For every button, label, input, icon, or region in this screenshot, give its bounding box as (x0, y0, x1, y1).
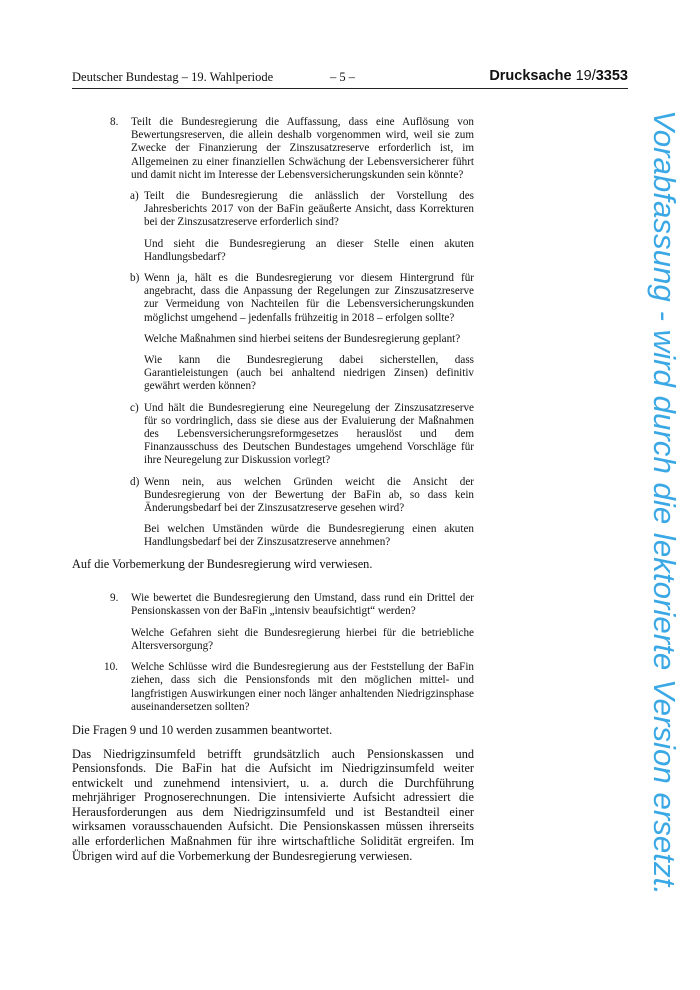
question-text: Teilt die Bundesregierung die Auffassung, dass eine Auflösung von Bewertungsreserven, die allein deshalb vorgenommen wird, weil sie zum Zwecke der Finanzierung der Zinszusatzreserve erforderlich ist, im Allgemeinen zu einer finanziellen Schwächung der Lebensversicherer führt und damit nicht im Interesse der Lebensversicherungskunden sein könnte? (131, 116, 474, 181)
question-8b (72, 272, 474, 325)
question-number: 8. (110, 116, 119, 128)
subquestion-label: a) (130, 190, 139, 203)
question-8d (72, 476, 474, 516)
question-8b-paragraph: Welche Maßnahmen sind hierbei seitens der Bundesregierung geplant? (144, 332, 461, 345)
header-drucksache-label: Drucksache (489, 68, 572, 84)
answer-9-10-intro: Die Fragen 9 und 10 werden zusammen beantwortet. (72, 722, 333, 737)
question-number: 9. (110, 592, 119, 605)
draft-watermark (634, 110, 694, 900)
subquestion-text: Und hält die Bundesregierung eine Neuregelung der Zinszusatzreserve für so vordringlich, dass sie diese aus der Evaluierung der Maßnahmen des Lebensversicherungsreformgesetzes herauslöst und dem Finanzausschuss des Deutschen Bundestages umgehend Vorschläge für ihre Neuregelung zur Diskussion vorlegt? (144, 401, 474, 467)
question-text: Welche Schlüsse wird die Bundesregierung aus der Feststellung der BaFin ziehen, dass sich die Pensionsfonds mit den möglichen mittel- und langfristigen Auswirkungen einer noch länger anhaltenden Niedrigzinsphase auseinandersetzen sollten? (131, 661, 474, 713)
watermark-text: Vorabfassung - wird durch die lektorierte Version ersetzt. (647, 110, 682, 889)
subquestion-text: Teilt die Bundesregierung die anlässlich der Vorstellung des Jahresberichts 2017 von der BaFin geäußerte Ansicht, dass Korrekturen bei der Zinszusatzreserve erforderlich sind? (144, 190, 474, 229)
question-8d-paragraph: Bei welchen Umständen würde die Bundesregierung einen akuten Handlungsbedarf bei der Zinszusatzreserve annehmen? (144, 523, 474, 549)
answer-9-10: Das Niedrigzinsumfeld betrifft grundsätzlich auch Pensionskassen und Pensionsfonds. Die BaFin hat die Aufsicht im Niedrigzinsumfeld weiter entwickelt und zunehmend intensiviert, u. a. durch die Durchführung mehrjähriger Prognoserechnungen. Die intensivierte Aufsicht adressiert die Herausforderungen aus dem Niedrigzinsumfeld und ist Bestandteil einer wirksamen vorausschauenden Aufsicht. Die Pensionskassen müssen ihrerseits alle erforderlichen Maßnahmen für ihre wirtschaftliche Solidität ergreifen. Im Übrigen wird auf die Vorbemerkung der Bundesregierung verwiesen. (72, 746, 474, 863)
question-number: 10. (104, 661, 118, 674)
question-9-paragraph: Welche Gefahren sieht die Bundesregierung hierbei für die betriebliche Altersversorgung? (131, 626, 474, 652)
question-8a-paragraph: Und sieht die Bundesregierung an dieser Stelle einen akuten Handlungsbedarf? (144, 237, 474, 263)
subquestion-text: Wenn nein, aus welchen Gründen weicht die Ansicht der Bundesregierung von der Bewertung der BaFin ab, so dass kein Änderungsbedarf bei der Zinszusatzreserve gesehen wird? (144, 475, 474, 515)
subquestion-label: d) (130, 475, 140, 488)
question-10 (72, 661, 474, 714)
page-header (72, 68, 628, 89)
header-publication: Deutscher Bundestag – 19. Wahlperiode (72, 70, 274, 84)
subquestion-label: c) (130, 401, 139, 414)
page-content (72, 116, 474, 863)
watermark-graphic (634, 110, 694, 900)
question-8 (72, 116, 474, 182)
header-number-id: 3353 (595, 68, 628, 84)
header-page-number: – 5 – (330, 70, 355, 84)
question-8c (72, 402, 474, 468)
question-9 (72, 592, 474, 618)
header-number-period: 19/ (575, 68, 596, 84)
subquestion-text: Wenn ja, hält es die Bundesregierung vor diesem Hintergrund für angebracht, dass die Anpassung der Regelungen zur Zinszusatzreserve zur Vermeidung von Nachteilen für die Lebensversicherungskunden möglichst umgehend – jedenfalls frühzeitig in 2018 – erfolgen sollte? (144, 272, 474, 324)
question-8b-paragraph: Wie kann die Bundesregierung dabei sicherstellen, dass Garantieleistungen (auch bei anhaltend niedrigen Zinsen) definitiv gewährt werden können? (144, 354, 474, 393)
question-text: Wie bewertet die Bundesregierung den Umstand, dass rund ein Drittel der Pensionskassen von der BaFin „intensiv beaufsichtigt“ werden? (131, 592, 474, 618)
answer-8: Auf die Vorbemerkung der Bundesregierung wird verwiesen. (72, 556, 373, 571)
header-document-number (489, 68, 628, 84)
subquestion-label: b) (130, 272, 140, 285)
question-8a (72, 190, 474, 230)
